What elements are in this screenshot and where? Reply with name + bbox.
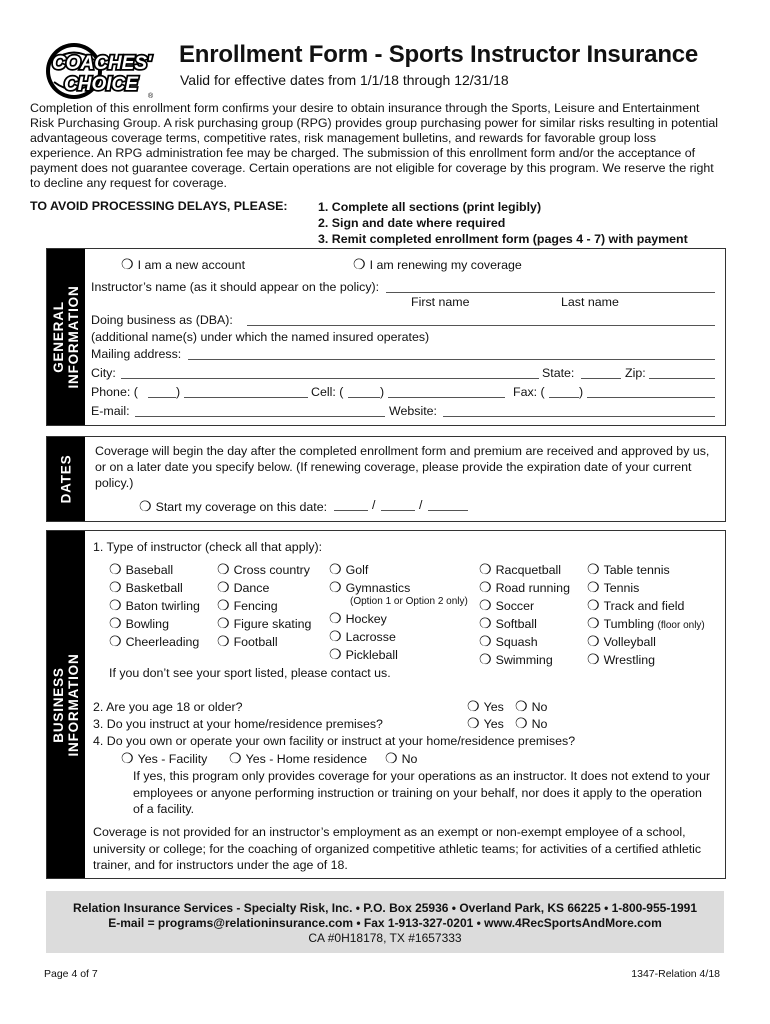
license-line: CA #0H18178, TX #1657333 <box>308 931 462 945</box>
contact-line-1: Relation Insurance Services - Specialty Risk, Inc. • P.O. Box 25936 • Overland Park, KS 66225 • 1-800-955-1991 <box>72 901 698 915</box>
contact-line-2: E-mail = programs@relationinsurance.com • Fax 1-913-327-0201 • www.4RecSportsAndMore.com <box>108 916 662 930</box>
logo-text-1: COACHES' <box>52 53 152 74</box>
email-label: E-mail: <box>91 404 130 418</box>
sport-checkbox[interactable]: ❍ Soccer <box>479 597 535 613</box>
city-label: City: <box>91 366 116 380</box>
fax-area-field[interactable] <box>549 397 579 398</box>
intro-paragraph: Completion of this enrollment form confirms your desire to obtain insurance through the Sports, Leisure and Entertainment Risk Purchasing Group. A risk purchasing group (RPG) provides group purchasing power for similar risks resulting in potential advantageous coverage terms, competitive rates, risk management bulletins, and rewards for favorable group loss experience. An RPG administration fee may be charged. The submission of this enrollment form and/or the acceptance of payment does not guarantee coverage. Certain operations are not eligible for coverage by this program. We reserve the right to decline any request for coverage. <box>30 101 718 190</box>
instructor-name-field[interactable] <box>386 292 715 293</box>
q2-yes-radio[interactable]: ❍ Yes <box>467 698 504 714</box>
sport-checkbox[interactable]: ❍ Tumbling (floor only) <box>587 615 705 631</box>
sport-checkbox[interactable]: ❍ Table tennis <box>587 561 670 577</box>
business-section <box>46 530 726 879</box>
state-field[interactable] <box>581 378 621 379</box>
sport-checkbox[interactable]: ❍ Swimming <box>479 651 553 667</box>
state-label: State: <box>542 366 575 380</box>
q1-label: 1. Type of instructor (check all that apply): <box>93 540 323 554</box>
sport-checkbox[interactable]: ❍ Squash <box>479 633 538 649</box>
fax-close-paren: ) <box>579 385 584 399</box>
cell-area-field[interactable] <box>348 397 380 398</box>
renewing-radio[interactable]: ❍ I am renewing my coverage <box>353 256 522 272</box>
date-slash: / <box>419 498 423 512</box>
sport-checkbox[interactable]: ❍ Figure skating <box>217 615 312 631</box>
q3-label: 3. Do you instruct at your home/residence premises? <box>93 717 383 731</box>
delay-item: 1. Complete all sections (print legibly) <box>318 200 542 214</box>
delays-label: TO AVOID PROCESSING DELAYS, PLEASE: <box>30 199 288 213</box>
instructor-name-label: Instructor’s name (as it should appear on the policy): <box>91 280 380 294</box>
q2-label: 2. Are you age 18 or older? <box>93 700 243 714</box>
sport-checkbox[interactable]: ❍ Bowling <box>109 615 169 631</box>
start-month-field[interactable] <box>334 510 368 511</box>
sport-checkbox[interactable]: ❍ Lacrosse <box>329 628 396 644</box>
no-sport-note: If you don’t see your sport listed, please contact us. <box>109 666 391 680</box>
start-day-field[interactable] <box>381 510 415 511</box>
dba-note: (additional name(s) under which the named insured operates) <box>91 330 430 344</box>
dates-section <box>46 436 726 522</box>
zip-label: Zip: <box>625 366 646 380</box>
sport-checkbox[interactable]: ❍ Fencing <box>217 597 278 613</box>
first-name-caption: First name <box>411 295 470 309</box>
q3-yes-radio[interactable]: ❍ Yes <box>467 715 504 731</box>
q4-no-radio[interactable]: ❍ No <box>385 750 418 766</box>
sport-checkbox[interactable]: ❍ Tennis <box>587 579 640 595</box>
cell-close-paren: ) <box>380 385 385 399</box>
page-title: Enrollment Form - Sports Instructor Insurance <box>179 41 699 68</box>
radio-icon: ❍ <box>353 256 366 272</box>
sport-checkbox[interactable]: ❍ Wrestling <box>587 651 655 667</box>
dba-label: Doing business as (DBA): <box>91 313 233 327</box>
sport-checkbox[interactable]: ❍ Basketball <box>109 579 183 595</box>
tumbling-note: (floor only) <box>657 620 705 631</box>
q4-label: 4. Do you own or operate your own facility or instruct at your home/residence premises? <box>93 734 576 748</box>
dates-text: Coverage will begin the day after the completed enrollment form and premium are received and approved by us, or on a later date you specify below. (If renewing coverage, please provide the expiration date of your current policy.) <box>95 444 710 490</box>
sport-checkbox[interactable]: ❍ Football <box>217 633 278 649</box>
sport-checkbox[interactable]: ❍ Cross country <box>217 561 310 577</box>
sport-checkbox[interactable]: ❍ Gymnastics <box>329 579 411 595</box>
delay-item: 2. Sign and date where required <box>318 216 506 230</box>
sport-checkbox[interactable]: ❍ Dance <box>217 579 270 595</box>
q4-note: If yes, this program only provides coverage for your operations as an instructor. It does not extend to your employees or anyone performing instruction or training on your behalf, nor does it apply to the operation of a facility. <box>133 769 711 816</box>
q2-no-radio[interactable]: ❍ No <box>515 698 548 714</box>
q4-home-radio[interactable]: ❍ Yes - Home residence <box>229 750 368 766</box>
sport-checkbox[interactable]: ❍ Racquetball <box>479 561 562 577</box>
website-label: Website: <box>389 404 437 418</box>
sport-checkbox[interactable]: ❍ Hockey <box>329 610 387 626</box>
website-field[interactable] <box>443 416 715 417</box>
radio-icon: ❍ <box>121 256 134 272</box>
sport-checkbox[interactable]: ❍ Baseball <box>109 561 174 577</box>
cell-field[interactable] <box>388 397 505 398</box>
new-account-radio[interactable]: ❍ I am a new account <box>121 256 246 272</box>
registered-mark: ® <box>148 93 154 100</box>
fax-label: Fax: ( <box>513 385 545 399</box>
fax-field[interactable] <box>587 397 715 398</box>
last-name-caption: Last name <box>561 295 619 309</box>
contact-footer <box>46 891 724 953</box>
mailing-field[interactable] <box>188 359 715 360</box>
general-side-label: GENERAL INFORMATION <box>47 249 85 425</box>
zip-field[interactable] <box>649 378 715 379</box>
sport-checkbox[interactable]: ❍ Pickleball <box>329 646 398 662</box>
sport-checkbox[interactable]: ❍ Volleyball <box>587 633 656 649</box>
general-section <box>46 248 726 426</box>
date-slash: / <box>372 498 376 512</box>
sport-checkbox[interactable]: ❍ Softball <box>479 615 537 631</box>
cell-label: Cell: ( <box>311 385 344 399</box>
start-year-field[interactable] <box>428 510 468 511</box>
phone-field[interactable] <box>184 397 308 398</box>
sport-checkbox[interactable]: ❍ Road running <box>479 579 570 595</box>
page-subtitle: Valid for effective dates from 1/1/18 through 12/31/18 <box>180 72 509 88</box>
radio-icon: ❍ <box>139 498 152 514</box>
q4-facility-radio[interactable]: ❍ Yes - Facility <box>121 750 208 766</box>
dates-side-label: DATES <box>47 437 85 521</box>
phone-label: Phone: ( <box>91 385 138 399</box>
page-number: Page 4 of 7 <box>44 968 98 980</box>
delays-list <box>318 199 688 247</box>
form-id: 1347-Relation 4/18 <box>631 968 720 980</box>
q3-no-radio[interactable]: ❍ No <box>515 715 548 731</box>
sport-checkbox[interactable]: ❍ Baton twirling <box>109 597 200 613</box>
business-side-label: BUSINESS INFORMATION <box>47 531 85 878</box>
coaches-choice-logo <box>44 40 170 102</box>
phone-area-field[interactable] <box>148 397 176 398</box>
email-field[interactable] <box>135 416 385 417</box>
start-coverage-radio[interactable]: ❍ Start my coverage on this date: <box>139 498 328 514</box>
mailing-label: Mailing address: <box>91 347 182 361</box>
delay-item: 3. Remit completed enrollment form (pages 4 - 7) with payment <box>318 232 688 246</box>
phone-close-paren: ) <box>176 385 181 399</box>
logo-text-2: CHOICE <box>64 74 138 95</box>
gymnastics-note: (Option 1 or Option 2 only) <box>350 596 468 607</box>
sport-checkbox[interactable]: ❍ Track and field <box>587 597 685 613</box>
sport-checkbox[interactable]: ❍ Cheerleading <box>109 633 200 649</box>
exclusion-text: Coverage is not provided for an instructor’s employment as an exempt or non-exempt employee of a school, university or college; for the coaching of organized competitive athletic teams; for activities of a certified athletic trainer, and for instructors under the age of 18. <box>93 825 702 872</box>
city-field[interactable] <box>121 378 539 379</box>
dba-field[interactable] <box>247 325 715 326</box>
sport-checkbox[interactable]: ❍ Golf <box>329 561 369 577</box>
